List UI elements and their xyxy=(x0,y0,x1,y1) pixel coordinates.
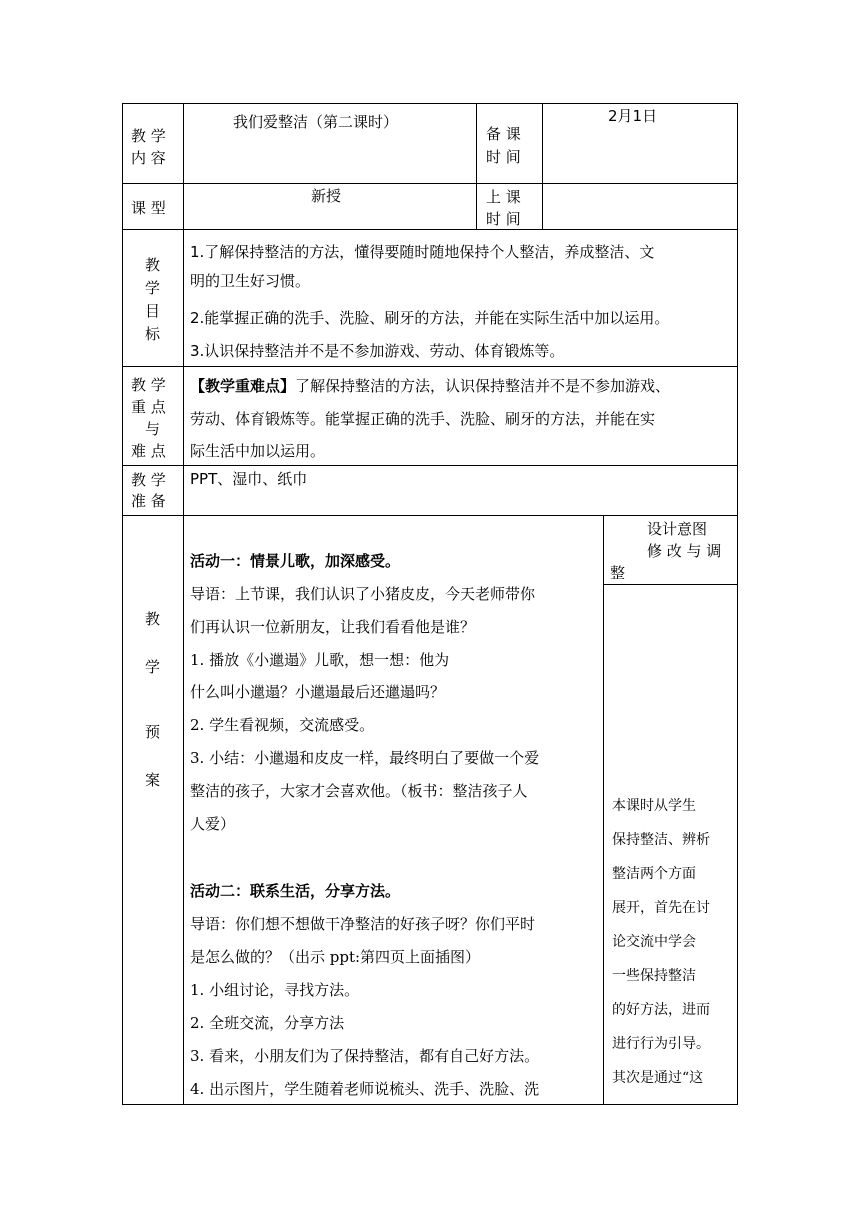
activity1-line-7: 整洁的孩子，大家才会喜欢他。（板书：整洁孩子人 xyxy=(190,782,528,800)
side-note-2: 保持整洁、辨析 xyxy=(612,832,710,848)
key-points-line-2: 劳动、体育锻炼等。能掌握正确的洗手、洗脸、刷牙的方法，并能在实 xyxy=(190,410,656,428)
class-time-label-line2: 时 间 xyxy=(486,210,521,228)
row-divider xyxy=(122,366,738,367)
side-note-6: 一些保持整洁 xyxy=(612,968,696,984)
row-divider xyxy=(122,183,738,184)
side-header-line-2: 修 改 与 调 xyxy=(647,542,722,560)
content-label-line1: 教 学 xyxy=(131,127,166,145)
side-header-line-3: 整 xyxy=(610,564,626,582)
activity2-line-1: 导语：你们想不想做干净整洁的好孩子呀？你们平时 xyxy=(190,915,536,933)
table-border-top xyxy=(122,103,738,104)
plan-side-divider xyxy=(603,515,604,1105)
lesson-title: 我们爱整洁（第二课时） xyxy=(233,113,399,131)
plan-label-1: 教 xyxy=(145,610,161,628)
type-value: 新授 xyxy=(311,187,342,205)
goal-line-2: 明的卫生好习惯。 xyxy=(190,272,311,290)
key-points-line-1 xyxy=(190,376,670,396)
prep-label-2: 准 备 xyxy=(131,492,166,510)
activity1-line-1: 导语：上节课，我们认识了小猪皮皮，今天老师带你 xyxy=(190,585,536,603)
table-border-right xyxy=(737,103,738,1105)
side-note-8: 进行行为引导。 xyxy=(612,1036,710,1052)
side-note-9: 其次是通过“这 xyxy=(612,1070,704,1086)
activity2-line-2: 是怎么做的？（出示 ppt:第四页上面插图） xyxy=(190,948,481,966)
goals-label-2: 学 xyxy=(145,279,161,297)
side-note-7: 的好方法，进而 xyxy=(612,1002,710,1018)
goals-label-4: 标 xyxy=(145,325,161,343)
activity1-line-2: 们再认识一位新朋友，让我们看看他是谁？ xyxy=(190,618,476,636)
class-time-label-line1: 上 课 xyxy=(486,188,521,206)
content-label-line2: 内 容 xyxy=(131,149,166,167)
plan-label-2: 学 xyxy=(145,658,161,676)
activity1-line-4: 什么叫小邋遢？小邋遢最后还邋遢吗？ xyxy=(190,683,446,701)
prep-label-1: 教 学 xyxy=(131,471,166,489)
table-border-bottom xyxy=(122,1104,738,1105)
activity2-title: 活动二：联系生活，分享方法。 xyxy=(190,882,401,900)
goals-label-1: 教 xyxy=(145,256,161,274)
activity1-line-3: 1. 播放《小邋遢》儿歌，想一想：他为 xyxy=(190,651,450,669)
prep-time-label-line1: 备 课 xyxy=(486,125,521,143)
row-divider xyxy=(122,229,738,230)
activity1-line-5: 2. 学生看视频，交流感受。 xyxy=(190,716,375,734)
side-note-4: 展开，首先在讨 xyxy=(612,900,710,916)
key-points-line-3: 际生活中加以运用。 xyxy=(190,442,326,460)
side-header-divider xyxy=(603,584,738,585)
key-label-1: 教 学 xyxy=(131,376,166,394)
goal-line-3: 2.能掌握正确的洗手、洗脸、刷牙的方法，并能在实际生活中加以运用。 xyxy=(190,309,670,327)
type-label: 课 型 xyxy=(131,199,166,217)
key-points-text-1: 了解保持整洁的方法，认识保持整洁并不是不参加游戏、 xyxy=(295,377,671,395)
prep-time-value: 2月1日 xyxy=(608,107,658,125)
activity1-title: 活动一：情景儿歌，加深感受。 xyxy=(190,552,401,570)
key-label-2: 重 点 xyxy=(131,398,166,416)
goals-label-3: 目 xyxy=(145,302,161,320)
plan-label-4: 案 xyxy=(145,771,161,789)
header-mid-divider xyxy=(476,103,477,230)
activity1-line-8: 人爱） xyxy=(190,815,236,833)
header-mid-divider-2 xyxy=(542,103,543,230)
key-label-4: 难 点 xyxy=(131,442,166,460)
goal-line-4: 3.认识保持整洁并不是不参加游戏、劳动、体育锻炼等。 xyxy=(190,342,565,360)
prep-time-label-line2: 时 间 xyxy=(486,148,521,166)
activity2-line-5: 3. 看来，小朋友们为了保持整洁，都有自己好方法。 xyxy=(190,1047,540,1065)
key-points-tag: 【教学重难点】 xyxy=(190,377,296,395)
label-column-divider xyxy=(183,103,184,1105)
prep-value: PPT、湿巾、纸巾 xyxy=(190,470,308,488)
side-note-5: 论交流中学会 xyxy=(612,934,696,950)
side-note-3: 整洁两个方面 xyxy=(612,866,696,882)
activity2-line-6: 4. 出示图片，学生随着老师说梳头、洗手、洗脸、洗 xyxy=(190,1080,540,1098)
activity2-line-3: 1. 小组讨论，寻找方法。 xyxy=(190,981,360,999)
key-label-3: 与 xyxy=(145,420,161,438)
row-divider xyxy=(122,515,738,516)
goal-line-1: 1.了解保持整洁的方法，懂得要随时随地保持个人整洁，养成整洁、文 xyxy=(190,243,655,261)
side-header-line-1: 设计意图 xyxy=(647,520,708,538)
row-divider xyxy=(122,465,738,466)
activity2-line-4: 2. 全班交流，分享方法 xyxy=(190,1014,345,1032)
plan-label-3: 预 xyxy=(145,723,161,741)
side-note-1: 本课时从学生 xyxy=(612,798,696,814)
table-border-left xyxy=(122,103,123,1105)
activity1-line-6: 3. 小结：小邋遢和皮皮一样，最终明白了要做一个爱 xyxy=(190,749,540,767)
